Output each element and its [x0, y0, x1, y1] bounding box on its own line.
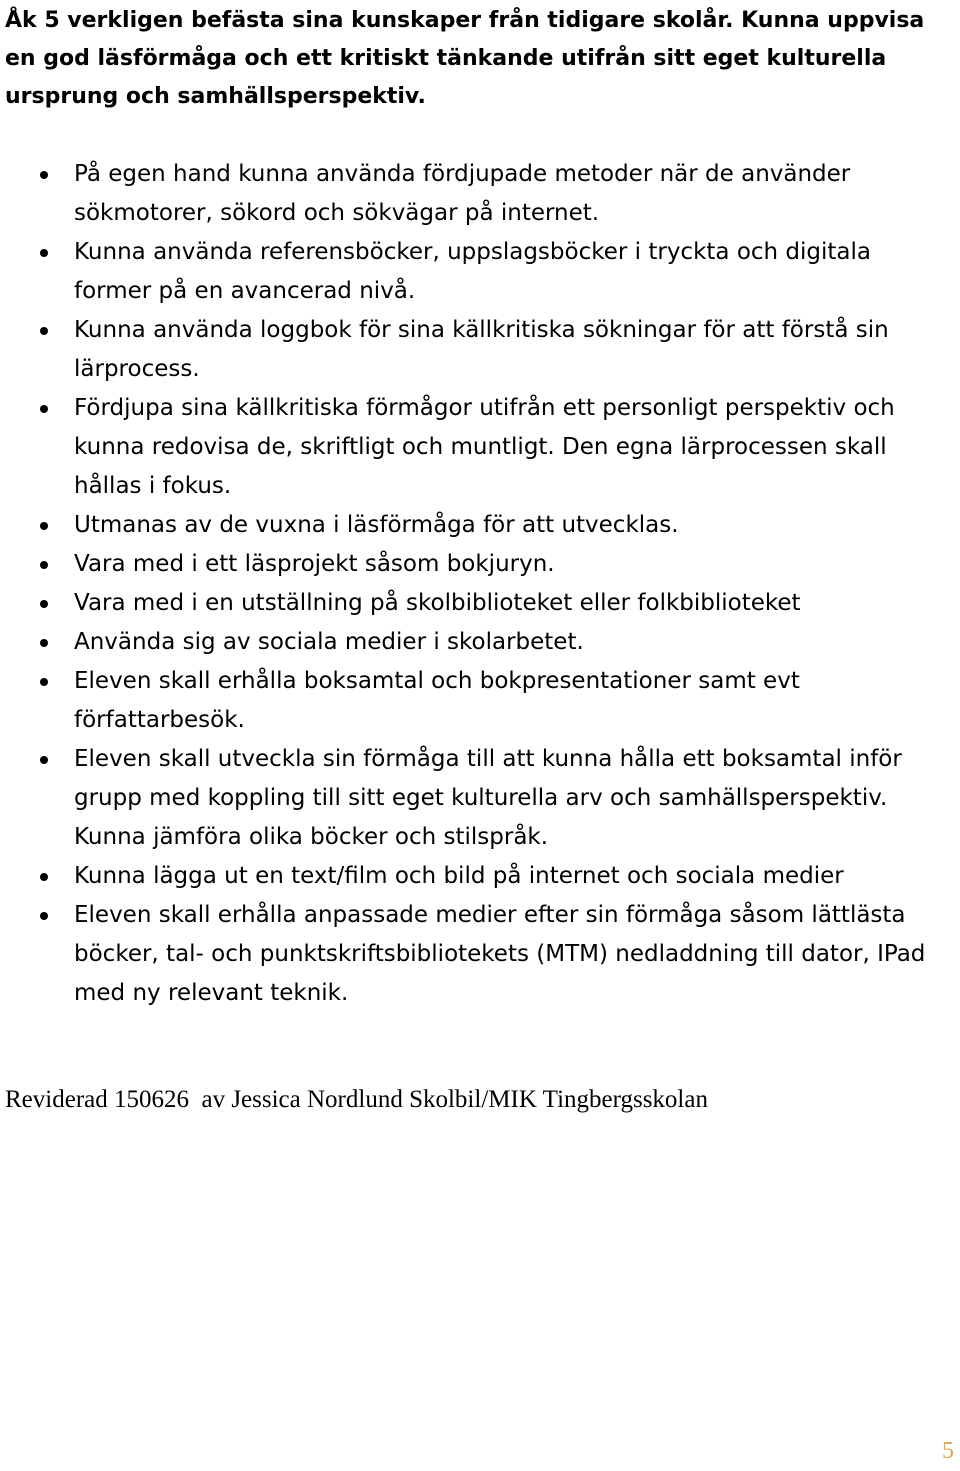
- revision-footer: Reviderad 150626 av Jessica Nordlund Skolbil/MIK Tingbergsskolan: [5, 1086, 708, 1113]
- bullet-icon: [40, 327, 48, 335]
- goal-text: Eleven skall erhålla boksamtal och bokpresentationer samt evt författarbesök.: [74, 668, 800, 733]
- bullet-icon: [40, 405, 48, 413]
- bullet-icon: [40, 873, 48, 881]
- goal-list: [0, 155, 955, 1013]
- goal-text: Kunna lägga ut en text/film och bild på internet och sociala medier: [74, 863, 844, 889]
- goal-item: [0, 389, 955, 506]
- goal-item: [0, 233, 955, 311]
- goal-item: [0, 311, 955, 389]
- goal-item: [0, 155, 955, 233]
- goal-text: Utmanas av de vuxna i läsförmåga för att utvecklas.: [74, 512, 679, 538]
- goal-text: Eleven skall utveckla sin förmåga till att kunna hålla ett boksamtal inför grupp med koppling till sitt eget kulturella arv och samhällsperspektiv. Kunna jämföra olika böcker och stilspråk.: [74, 746, 902, 850]
- goal-text: Fördjupa sina källkritiska förmågor utifrån ett personligt perspektiv och kunna redovisa de, skriftligt och muntligt. Den egna lärprocessen skall hållas i fokus.: [74, 395, 895, 499]
- bullet-icon: [40, 600, 48, 608]
- intro-paragraph: Åk 5 verkligen befästa sina kunskaper från tidigare skolår. Kunna uppvisa en god läsförmåga och ett kritiskt tänkande utifrån sitt eget kulturella ursprung och samhällsperspektiv.: [5, 8, 925, 109]
- goal-item: [0, 623, 955, 662]
- goal-text: Kunna använda loggbok för sina källkritiska sökningar för att förstå sin lärprocess.: [74, 317, 889, 382]
- goal-text: Eleven skall erhålla anpassade medier efter sin förmåga såsom lättlästa böcker, tal- och punktskriftsbibliotekets (MTM) nedladdning till dator, IPad med ny relevant teknik.: [74, 902, 926, 1006]
- goal-text: Kunna använda referensböcker, uppslagsböcker i tryckta och digitala former på en avancerad nivå.: [74, 239, 872, 304]
- goal-text: Vara med i ett läsprojekt såsom bokjuryn.: [74, 551, 555, 577]
- bullet-icon: [40, 171, 48, 179]
- goal-item: [0, 545, 955, 584]
- bullet-icon: [40, 561, 48, 569]
- goal-item: [0, 857, 955, 896]
- goal-item: [0, 584, 955, 623]
- bullet-icon: [40, 639, 48, 647]
- page-number: 5: [942, 1438, 954, 1464]
- goal-item: [0, 506, 955, 545]
- bullet-icon: [40, 756, 48, 764]
- goal-text: Vara med i en utställning på skolbiblioteket eller folkbiblioteket: [74, 590, 801, 616]
- bullet-icon: [40, 678, 48, 686]
- bullet-icon: [40, 522, 48, 530]
- goal-item: [0, 662, 955, 740]
- goal-text: På egen hand kunna använda fördjupade metoder när de använder sökmotorer, sökord och sökvägar på internet.: [74, 161, 851, 226]
- goal-item: [0, 896, 955, 1013]
- goal-text: Använda sig av sociala medier i skolarbetet.: [74, 629, 584, 655]
- bullet-icon: [40, 912, 48, 920]
- bullet-icon: [40, 249, 48, 257]
- goal-item: [0, 740, 955, 857]
